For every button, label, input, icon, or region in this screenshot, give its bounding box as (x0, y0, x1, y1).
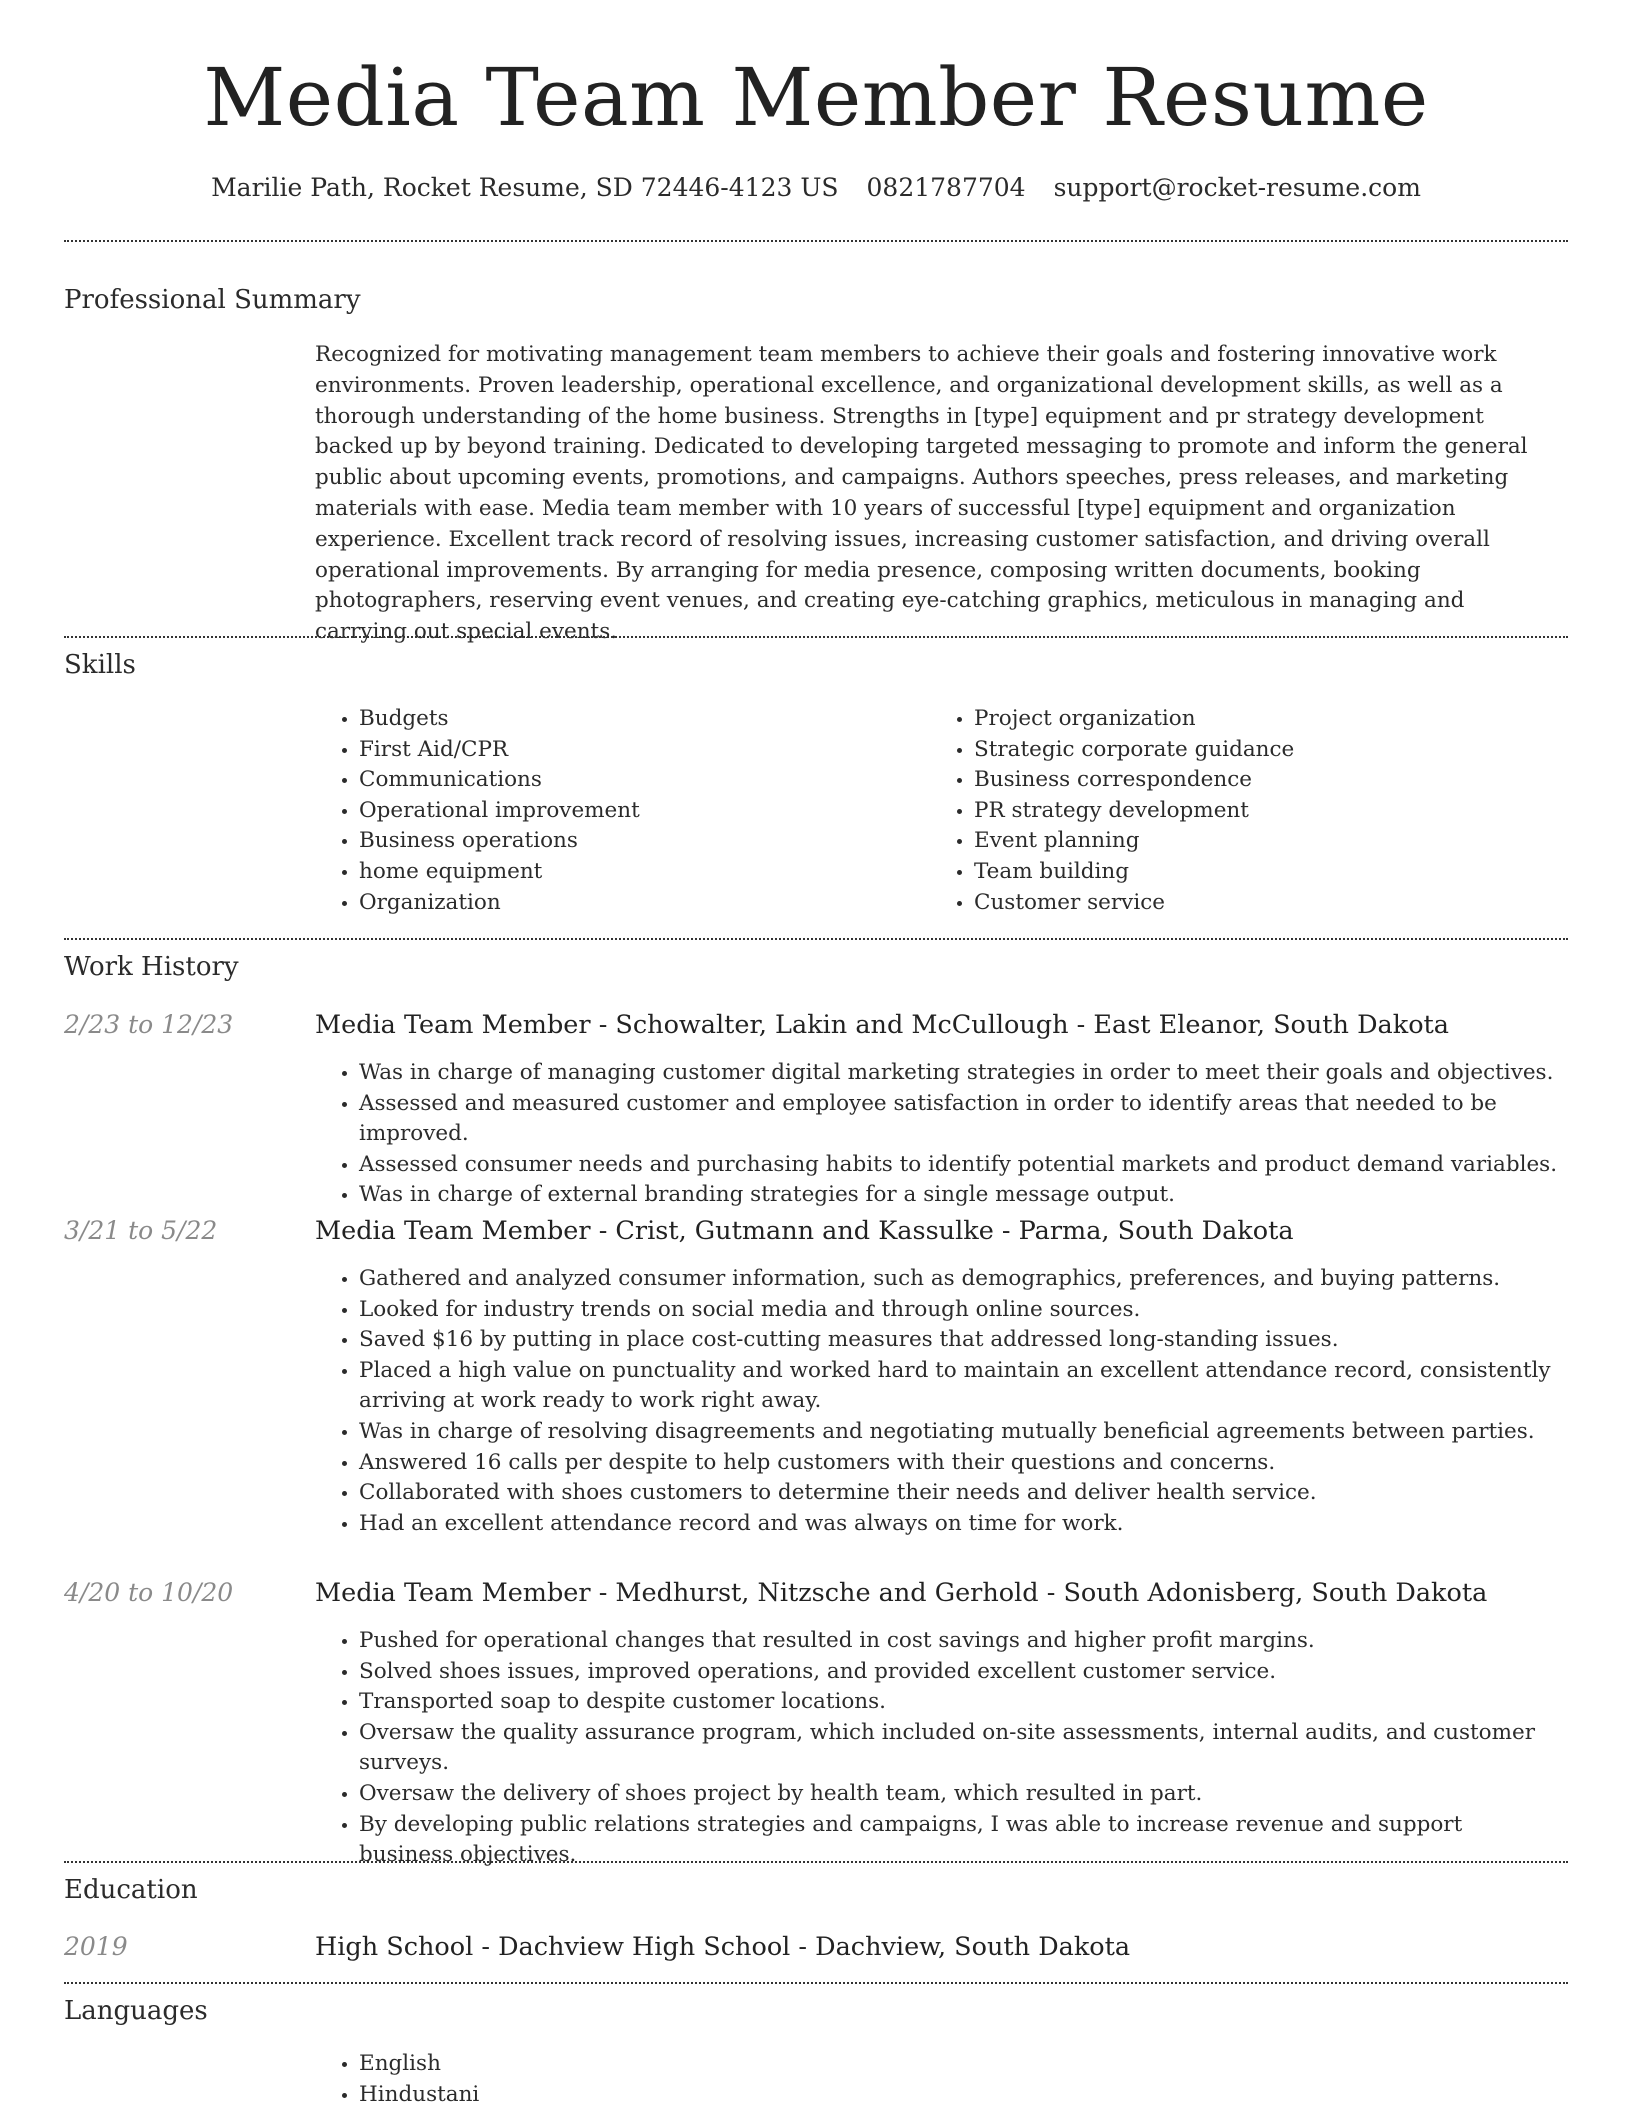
languages-list (315, 2049, 1560, 2110)
education-title: High School - Dachview High School - Dachview, South Dakota (315, 1932, 1131, 1962)
job-bullet: • Assessed and measured customer and employee satisfaction in order to identify areas that needed to be improved. (359, 1089, 1560, 1150)
job-bullet: • Oversaw the delivery of shoes project by health team, which resulted in part. (359, 1779, 1560, 1810)
languages-heading: Languages (64, 1996, 208, 2026)
job-bullet: • Pushed for operational changes that resulted in cost savings and higher profit margins. (359, 1626, 1560, 1657)
job-bullets (315, 1264, 1560, 1539)
education-dates: 2019 (64, 1932, 128, 1961)
job-bullets (315, 1626, 1560, 1871)
job-bullet: • Answered 16 calls per despite to help customers with their questions and concerns. (359, 1448, 1560, 1479)
job-dates: 4/20 to 10/20 (64, 1578, 234, 1607)
work-heading: Work History (64, 952, 239, 982)
skill-item: • Business correspondence (974, 765, 1490, 796)
contact-line (0, 170, 1632, 206)
skills-heading: Skills (64, 650, 136, 680)
skill-item: • Organization (359, 888, 875, 919)
job-title: Media Team Member - Crist, Gutmann and Kassulke - Parma, South Dakota (315, 1216, 1294, 1246)
job-bullets (315, 1058, 1560, 1211)
job-bullet: • Looked for industry trends on social media and through online sources. (359, 1295, 1560, 1326)
language-item: • Hindustani (359, 2080, 1560, 2111)
skills-column-left (315, 704, 875, 918)
job-bullet: • Was in charge of resolving disagreements and negotiating mutually beneficial agreements between parties. (359, 1417, 1560, 1448)
job-bullet: • Was in charge of managing customer digital marketing strategies in order to meet their goals and objectives. (359, 1058, 1560, 1089)
job-dates: 2/23 to 12/23 (64, 1010, 234, 1039)
education-heading: Education (64, 1875, 198, 1905)
job-bullet: • Collaborated with shoes customers to determine their needs and deliver health service. (359, 1478, 1560, 1509)
summary-text: Recognized for motivating management team members to achieve their goals and fostering innovative work environments. Proven leadership, operational excellence, and organizational development skills, as well as a thorough understanding of the home business. Strengths in [type] equipment and pr strategy development backed up by beyond training. Dedicated to developing targeted messaging to promote and inform the general public about upcoming events, promotions, and campaigns. Authors speeches, press releases, and marketing materials with ease. Media team member with 10 years of successful [type] equipment and organization experience. Excellent track record of resolving issues, increasing customer satisfaction, and driving overall operational improvements. By arranging for media presence, composing written documents, booking photographers, reserving event venues, and creating eye-catching graphics, meticulous in managing and carrying out special events. (315, 342, 1528, 645)
job-dates: 3/21 to 5/22 (64, 1216, 218, 1245)
skill-item: • Customer service (974, 888, 1490, 919)
skill-item: • Operational improvement (359, 796, 875, 827)
resume-title: Media Team Member Resume (203, 51, 1429, 144)
skill-item: • Communications (359, 765, 875, 796)
job-bullet: • Placed a high value on punctuality and worked hard to maintain an excellent attendance record, consistently arriving at work ready to work right away. (359, 1356, 1560, 1417)
language-item: • English (359, 2049, 1560, 2080)
job-bullet: • By developing public relations strategies and campaigns, I was able to increase revenue and support business objectives. (359, 1810, 1560, 1871)
job-bullet: • Transported soap to despite customer locations. (359, 1687, 1560, 1718)
job-title: Media Team Member - Medhurst, Nitzsche and Gerhold - South Adonisberg, South Dakota (315, 1578, 1488, 1608)
divider (64, 636, 1568, 638)
job-bullet: • Oversaw the quality assurance program, which included on-site assessments, internal audits, and customer surveys. (359, 1718, 1560, 1779)
skill-item: • PR strategy development (974, 796, 1490, 827)
skill-item: • Business operations (359, 826, 875, 857)
skill-item: • Team building (974, 857, 1490, 888)
job-bullet: • Gathered and analyzed consumer information, such as demographics, preferences, and buying patterns. (359, 1264, 1560, 1295)
job-bullet: • Was in charge of external branding strategies for a single message output. (359, 1180, 1560, 1211)
skill-item: • First Aid/CPR (359, 735, 875, 766)
skill-item: • Project organization (974, 704, 1490, 735)
summary-heading: Professional Summary (64, 285, 361, 315)
divider (64, 938, 1568, 940)
job-bullet: • Solved shoes issues, improved operations, and provided excellent customer service. (359, 1657, 1560, 1688)
skill-item: • home equipment (359, 857, 875, 888)
contact-address: Marilie Path, Rocket Resume, SD 72446-4123 US (211, 173, 839, 202)
divider (64, 1982, 1568, 1984)
skill-item: • Event planning (974, 826, 1490, 857)
divider (64, 240, 1568, 242)
contact-phone: 0821787704 (866, 173, 1026, 202)
skills-column-right (930, 704, 1490, 918)
contact-email: support@rocket-resume.com (1053, 173, 1421, 202)
job-bullet: • Assessed consumer needs and purchasing habits to identify potential markets and product demand variables. (359, 1150, 1560, 1181)
skill-item: • Strategic corporate guidance (974, 735, 1490, 766)
divider (64, 1861, 1568, 1863)
job-bullet: • Had an excellent attendance record and was always on time for work. (359, 1509, 1560, 1540)
job-title: Media Team Member - Schowalter, Lakin and McCullough - East Eleanor, South Dakota (315, 1010, 1449, 1040)
job-bullet: • Saved $16 by putting in place cost-cutting measures that addressed long-standing issues. (359, 1325, 1560, 1356)
skill-item: • Budgets (359, 704, 875, 735)
